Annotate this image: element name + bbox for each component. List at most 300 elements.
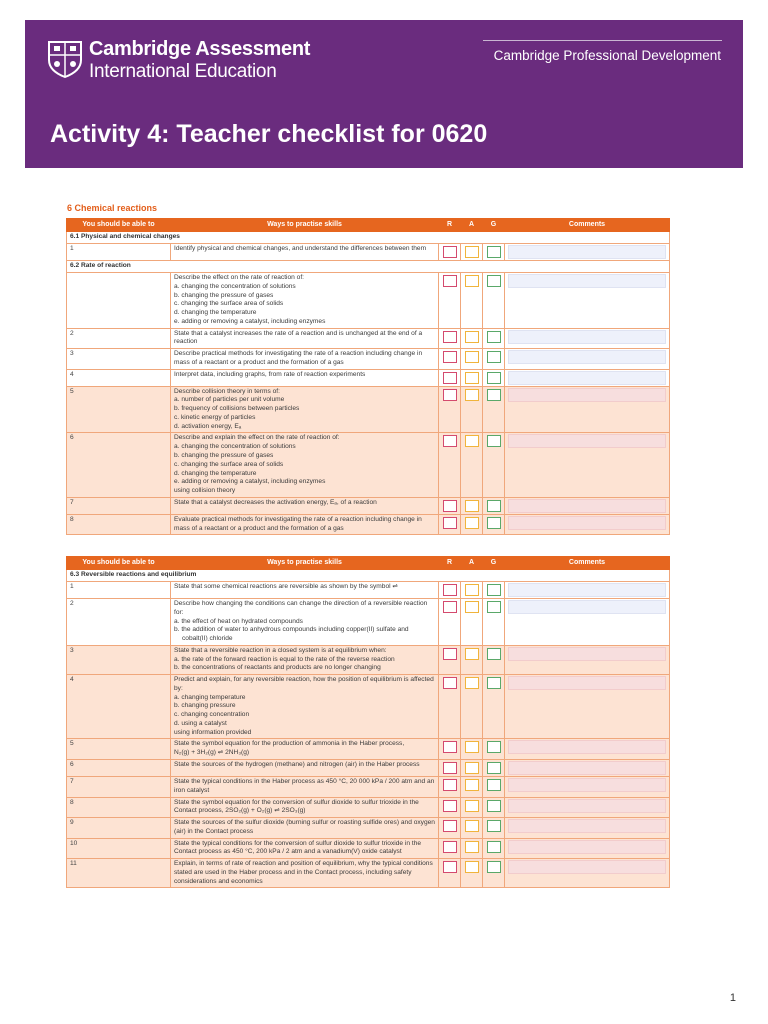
comment-field[interactable] (508, 499, 666, 513)
table-row (67, 645, 670, 674)
rag-cell-green (483, 818, 505, 839)
rag-cell-amber (461, 675, 483, 739)
skill-text: State that a catalyst increases the rate of a reaction and is unchanged at the end of a reaction (174, 329, 423, 346)
rag-cell-red (439, 497, 461, 514)
skill-text: State the sources of the sulfur dioxide (burning sulfur or roasting sulfide ores) and oxygen (air) in the Contact process (174, 819, 435, 835)
list-item: a. changing the concentration of solutions (174, 282, 296, 290)
item-number: 6 (67, 760, 171, 777)
comment-cell (505, 433, 670, 497)
item-number: 5 (67, 739, 171, 760)
rag-checkbox-amber[interactable] (465, 677, 479, 689)
rag-checkbox-amber[interactable] (465, 800, 479, 812)
rag-checkbox-amber[interactable] (465, 779, 479, 791)
rag-cell-red (439, 675, 461, 739)
rag-checkbox-green[interactable] (487, 800, 501, 812)
rag-cell-amber (461, 818, 483, 839)
rag-cell-amber (461, 599, 483, 646)
rag-cell-amber (461, 859, 483, 888)
logo-line2: International Education (89, 61, 277, 82)
table-row (67, 777, 670, 798)
rag-checkbox-green[interactable] (487, 331, 501, 343)
comment-cell (505, 244, 670, 261)
rag-cell-red (439, 349, 461, 370)
rag-checkbox-green[interactable] (487, 820, 501, 832)
skill-description (171, 818, 439, 839)
rag-checkbox-red[interactable] (443, 741, 457, 753)
list-item: b. changing pressure (174, 702, 236, 710)
rag-cell-red (439, 739, 461, 760)
subsection-title: 6.1 Physical and chemical changes (67, 232, 670, 244)
subsection-row (67, 232, 670, 244)
comment-cell (505, 797, 670, 818)
skill-text: Describe and explain the effect on the rate of reaction of: (174, 434, 340, 442)
skill-description (171, 582, 439, 599)
rag-checkbox-red[interactable] (443, 517, 457, 529)
list-item: e. adding or removing a catalyst, including enzymes (174, 317, 326, 325)
rag-checkbox-red[interactable] (443, 500, 457, 512)
skill-description (171, 760, 439, 777)
skill-description (171, 838, 439, 859)
skill-sublist (174, 694, 435, 729)
rag-checkbox-red[interactable] (443, 389, 457, 401)
comment-field[interactable] (508, 516, 666, 530)
item-number: 8 (67, 514, 171, 535)
rag-cell-amber (461, 797, 483, 818)
comment-field[interactable] (508, 860, 666, 874)
rag-cell-amber (461, 760, 483, 777)
rag-cell-amber (461, 328, 483, 349)
item-number: 4 (67, 675, 171, 739)
section-heading: 6 Chemical reactions (67, 203, 158, 213)
skill-text: Evaluate practical methods for investigating the rate of a reaction including change in mass of a reactant or a product and the formation of a gas (174, 515, 422, 532)
list-item: c. changing concentration (174, 711, 250, 719)
rag-cell-amber (461, 514, 483, 535)
item-number: 2 (67, 328, 171, 349)
rag-checkbox-red[interactable] (443, 800, 457, 812)
rag-cell-green (483, 838, 505, 859)
skill-text: Identify physical and chemical changes, and understand the differences between them (174, 245, 427, 252)
table-row (67, 838, 670, 859)
rag-cell-green (483, 369, 505, 386)
skill-description (171, 386, 439, 433)
rag-cell-red (439, 777, 461, 798)
rag-cell-amber (461, 244, 483, 261)
item-number: 5 (67, 386, 171, 433)
rag-cell-green (483, 244, 505, 261)
table-row (67, 582, 670, 599)
skill-note: using information provided (174, 728, 252, 736)
comment-cell (505, 386, 670, 433)
comment-cell (505, 273, 670, 329)
skill-text: State the typical conditions for the conversion of sulfur dioxide to sulfur trioxide in the Contact process as 450 °C, 200 kPa / 2 atm and a vanadium(V) oxide catalyst (174, 839, 422, 856)
header-able: You should be able to (67, 557, 171, 570)
rag-checkbox-red[interactable] (443, 648, 457, 660)
skill-text: Describe collision theory in terms of: (174, 387, 280, 395)
rag-checkbox-green[interactable] (487, 779, 501, 791)
skill-description (171, 514, 439, 535)
table-row (67, 328, 670, 349)
rag-cell-green (483, 797, 505, 818)
skill-description (171, 244, 439, 261)
skill-text: Predict and explain, for any reversible reaction, how the position of equilibrium is affected by: (174, 676, 434, 692)
comment-cell (505, 514, 670, 535)
item-number: 10 (67, 838, 171, 859)
header-skills: Ways to practise skills (171, 219, 439, 232)
rag-checkbox-amber[interactable] (465, 820, 479, 832)
rag-checkbox-amber[interactable] (465, 648, 479, 660)
skill-description (171, 739, 439, 760)
rag-cell-red (439, 514, 461, 535)
rag-checkbox-red[interactable] (443, 601, 457, 613)
rag-cell-green (483, 739, 505, 760)
checklist-table-rate-of-reaction (66, 218, 670, 535)
table-row (67, 244, 670, 261)
header-r: R (439, 557, 461, 570)
comment-cell (505, 369, 670, 386)
list-item: b. changing the pressure of gases (174, 452, 274, 460)
checklist-table-equilibrium (66, 556, 670, 888)
table-header-row (67, 557, 670, 570)
list-item: b. the addition of water to anhydrous compounds including copper(II) sulfate and cobalt(II) chloride (174, 626, 409, 643)
comment-cell (505, 599, 670, 646)
comment-field[interactable] (508, 799, 666, 813)
list-item: d. activation energy, Eₐ (174, 422, 242, 430)
table-row (67, 369, 670, 386)
rag-cell-green (483, 328, 505, 349)
rag-cell-red (439, 838, 461, 859)
skill-description (171, 797, 439, 818)
rag-cell-green (483, 599, 505, 646)
rag-checkbox-green[interactable] (487, 762, 501, 774)
table-row (67, 739, 670, 760)
rag-checkbox-green[interactable] (487, 741, 501, 753)
cambridge-crest-icon (47, 40, 83, 78)
rag-cell-red (439, 818, 461, 839)
item-number: 9 (67, 818, 171, 839)
rag-cell-amber (461, 739, 483, 760)
rag-checkbox-red[interactable] (443, 435, 457, 447)
item-number: 7 (67, 777, 171, 798)
comment-cell (505, 645, 670, 674)
item-number: 6 (67, 433, 171, 497)
rag-cell-red (439, 386, 461, 433)
rag-checkbox-amber[interactable] (465, 584, 479, 596)
comment-cell (505, 760, 670, 777)
rag-checkbox-amber[interactable] (465, 389, 479, 401)
header-able: You should be able to (67, 219, 171, 232)
list-item: d. changing the temperature (174, 469, 257, 477)
rag-cell-green (483, 497, 505, 514)
rag-checkbox-green[interactable] (487, 500, 501, 512)
skill-description (171, 273, 439, 329)
comment-field[interactable] (508, 819, 666, 833)
item-number: 1 (67, 244, 171, 261)
rag-checkbox-amber[interactable] (465, 517, 479, 529)
rag-cell-green (483, 273, 505, 329)
rag-checkbox-red[interactable] (443, 372, 457, 384)
header-comments: Comments (505, 557, 670, 570)
rag-checkbox-amber[interactable] (465, 435, 479, 447)
rag-checkbox-amber[interactable] (465, 500, 479, 512)
rag-checkbox-amber[interactable] (465, 841, 479, 853)
rag-cell-green (483, 645, 505, 674)
rag-cell-green (483, 675, 505, 739)
list-item: a. changing the concentration of solutions (174, 443, 296, 451)
comment-cell (505, 582, 670, 599)
rag-cell-red (439, 859, 461, 888)
rag-cell-green (483, 386, 505, 433)
header-g: G (483, 219, 505, 232)
comment-cell (505, 838, 670, 859)
comment-cell (505, 739, 670, 760)
rag-checkbox-amber[interactable] (465, 762, 479, 774)
rag-cell-amber (461, 349, 483, 370)
comment-field[interactable] (508, 761, 666, 775)
skill-text: State that a catalyst decreases the activation energy, Eₐ, of a reaction (174, 498, 377, 506)
rag-checkbox-amber[interactable] (465, 372, 479, 384)
list-item: c. changing the surface area of solids (174, 460, 284, 468)
header-skills: Ways to practise skills (171, 557, 439, 570)
rag-checkbox-green[interactable] (487, 648, 501, 660)
rag-cell-amber (461, 645, 483, 674)
comment-field[interactable] (508, 647, 666, 661)
skill-description (171, 675, 439, 739)
comment-field[interactable] (508, 583, 666, 597)
subsection-title: 6.2 Rate of reaction (67, 261, 670, 273)
item-number: 8 (67, 797, 171, 818)
skill-sublist (174, 618, 435, 644)
list-item: c. changing the surface area of solids (174, 300, 284, 308)
list-item: b. the concentrations of reactants and products are no longer changing (174, 664, 381, 672)
table-row (67, 675, 670, 739)
skill-description (171, 859, 439, 888)
skill-description (171, 349, 439, 370)
skill-text: Describe the effect on the rate of reaction of: (174, 274, 304, 281)
rag-cell-red (439, 599, 461, 646)
skill-description (171, 645, 439, 674)
skill-text: Describe how changing the conditions can change the direction of a reversible reaction for: (174, 600, 428, 616)
program-name: Cambridge Professional Development (493, 48, 721, 63)
rag-checkbox-green[interactable] (487, 246, 501, 258)
rag-cell-amber (461, 386, 483, 433)
table-row (67, 859, 670, 888)
rag-checkbox-amber[interactable] (465, 351, 479, 363)
list-item: a. the effect of heat on hydrated compounds (174, 617, 303, 625)
rag-cell-red (439, 797, 461, 818)
skill-text: State the symbol equation for the conversion of sulfur dioxide to sulfur trioxide in the Contact process, 2SO₂(g) + O₂(g) ⇌ 2SO₃(g) (174, 798, 419, 815)
comment-cell (505, 349, 670, 370)
comment-field[interactable] (508, 840, 666, 854)
header-a: A (461, 557, 483, 570)
rag-checkbox-green[interactable] (487, 677, 501, 689)
header-r: R (439, 219, 461, 232)
subsection-row (67, 570, 670, 582)
rag-checkbox-red[interactable] (443, 762, 457, 774)
rag-checkbox-green[interactable] (487, 517, 501, 529)
table-row (67, 386, 670, 433)
skill-description (171, 777, 439, 798)
comment-cell (505, 777, 670, 798)
rag-checkbox-green[interactable] (487, 275, 501, 287)
rag-cell-red (439, 273, 461, 329)
page-number: 1 (729, 992, 736, 1004)
rag-cell-amber (461, 777, 483, 798)
item-number: 7 (67, 497, 171, 514)
skill-text: State the symbol equation for the production of ammonia in the Haber process, (174, 740, 405, 748)
rag-checkbox-amber[interactable] (465, 741, 479, 753)
table-row (67, 349, 670, 370)
header-banner (25, 20, 743, 168)
rag-checkbox-amber[interactable] (465, 861, 479, 873)
item-number: 3 (67, 645, 171, 674)
list-item: d. using a catalyst (174, 719, 227, 727)
rag-cell-green (483, 582, 505, 599)
comment-cell (505, 818, 670, 839)
rag-checkbox-red[interactable] (443, 841, 457, 853)
rag-checkbox-amber[interactable] (465, 601, 479, 613)
skill-sublist (174, 656, 435, 674)
list-item: a. the rate of the forward reaction is equal to the rate of the reverse reaction (174, 655, 395, 663)
rag-cell-amber (461, 497, 483, 514)
list-item: e. adding or removing a catalyst, including enzymes (174, 478, 326, 486)
skill-text: State the sources of the hydrogen (methane) and nitrogen (air) in the Haber process (174, 761, 420, 769)
header-a: A (461, 219, 483, 232)
subsection-title: 6.3 Reversible reactions and equilibrium (67, 570, 670, 582)
rag-cell-red (439, 433, 461, 497)
skill-description (171, 599, 439, 646)
subsection-row (67, 261, 670, 273)
table-row (67, 760, 670, 777)
rag-checkbox-green[interactable] (487, 861, 501, 873)
skill-description (171, 497, 439, 514)
rag-cell-red (439, 369, 461, 386)
item-number: 1 (67, 582, 171, 599)
item-number: 2 (67, 599, 171, 646)
logo-line1: Cambridge Assessment (89, 38, 311, 60)
rag-checkbox-green[interactable] (487, 389, 501, 401)
skill-text: State the typical conditions in the Haber process as 450 °C, 20 000 kPa / 200 atm and an iron catalyst (174, 778, 435, 794)
rag-checkbox-green[interactable] (487, 372, 501, 384)
comment-field[interactable] (508, 740, 666, 754)
comment-field[interactable] (508, 245, 666, 259)
rag-checkbox-red[interactable] (443, 351, 457, 363)
rag-checkbox-red[interactable] (443, 246, 457, 258)
list-item: a. changing temperature (174, 693, 246, 701)
rag-cell-red (439, 760, 461, 777)
rag-checkbox-amber[interactable] (465, 275, 479, 287)
skill-text: Explain, in terms of rate of reaction and position of equilibrium, why the typical conditions stated are used in the Haber process and in the Contact process, including safety considerations and economics (174, 860, 433, 885)
skill-sublist (174, 283, 435, 327)
rag-cell-green (483, 349, 505, 370)
rag-checkbox-red[interactable] (443, 584, 457, 596)
rag-checkbox-green[interactable] (487, 841, 501, 853)
rag-checkbox-red[interactable] (443, 677, 457, 689)
comment-field[interactable] (508, 388, 666, 402)
skill-note: using collision theory (174, 487, 236, 495)
skill-sublist (174, 396, 435, 431)
table-header-row (67, 219, 670, 232)
rag-checkbox-amber[interactable] (465, 246, 479, 258)
rag-checkbox-red[interactable] (443, 820, 457, 832)
table-row (67, 818, 670, 839)
rag-cell-amber (461, 369, 483, 386)
skill-description (171, 328, 439, 349)
skill-description (171, 433, 439, 497)
rag-checkbox-green[interactable] (487, 351, 501, 363)
rag-checkbox-amber[interactable] (465, 331, 479, 343)
list-item: c. kinetic energy of particles (174, 413, 256, 421)
item-number: 11 (67, 859, 171, 888)
item-number (67, 273, 171, 329)
program-divider (483, 40, 722, 41)
table-row (67, 514, 670, 535)
header-g: G (483, 557, 505, 570)
rag-cell-green (483, 514, 505, 535)
item-number: 3 (67, 349, 171, 370)
table-row (67, 797, 670, 818)
rag-cell-red (439, 645, 461, 674)
table-row (67, 497, 670, 514)
comment-cell (505, 859, 670, 888)
rag-checkbox-green[interactable] (487, 435, 501, 447)
comment-field[interactable] (508, 274, 666, 288)
rag-cell-amber (461, 273, 483, 329)
rag-cell-amber (461, 582, 483, 599)
rag-cell-red (439, 244, 461, 261)
skill-sublist (174, 443, 435, 487)
rag-cell-green (483, 859, 505, 888)
rag-cell-green (483, 777, 505, 798)
rag-checkbox-red[interactable] (443, 275, 457, 287)
comment-field[interactable] (508, 371, 666, 385)
list-item: d. changing the temperature (174, 309, 257, 317)
rag-checkbox-red[interactable] (443, 779, 457, 791)
skill-note: N₂(g) + 3H₂(g) ⇌ 2NH₃(g) (174, 749, 250, 757)
comment-field[interactable] (508, 600, 666, 614)
rag-cell-red (439, 582, 461, 599)
comment-cell (505, 497, 670, 514)
comment-field[interactable] (508, 676, 666, 690)
rag-checkbox-green[interactable] (487, 584, 501, 596)
rag-cell-red (439, 328, 461, 349)
table-row (67, 273, 670, 329)
comment-field[interactable] (508, 778, 666, 792)
rag-cell-amber (461, 838, 483, 859)
rag-checkbox-green[interactable] (487, 601, 501, 613)
rag-cell-amber (461, 433, 483, 497)
list-item: a. number of particles per unit volume (174, 396, 285, 404)
comment-field[interactable] (508, 350, 666, 364)
page-title: Activity 4: Teacher checklist for 0620 (50, 120, 488, 148)
comment-cell (505, 328, 670, 349)
skill-text: State that a reversible reaction in a closed system is at equilibrium when: (174, 646, 387, 654)
comment-field[interactable] (508, 330, 666, 344)
list-item: b. changing the pressure of gases (174, 291, 274, 299)
skill-text: Interpret data, including graphs, from rate of reaction experiments (174, 370, 366, 378)
skill-description (171, 369, 439, 386)
skill-text: Describe practical methods for investigating the rate of a reaction including change in mass of a reactant or a product and the formation of a gas (174, 350, 423, 366)
rag-checkbox-red[interactable] (443, 861, 457, 873)
skill-text: State that some chemical reactions are reversible as shown by the symbol ⇌ (174, 583, 398, 590)
rag-cell-green (483, 433, 505, 497)
list-item: b. frequency of collisions between particles (174, 405, 300, 413)
table-row (67, 433, 670, 497)
item-number: 4 (67, 369, 171, 386)
rag-checkbox-red[interactable] (443, 331, 457, 343)
rag-cell-green (483, 760, 505, 777)
comment-cell (505, 675, 670, 739)
comment-field[interactable] (508, 434, 666, 448)
